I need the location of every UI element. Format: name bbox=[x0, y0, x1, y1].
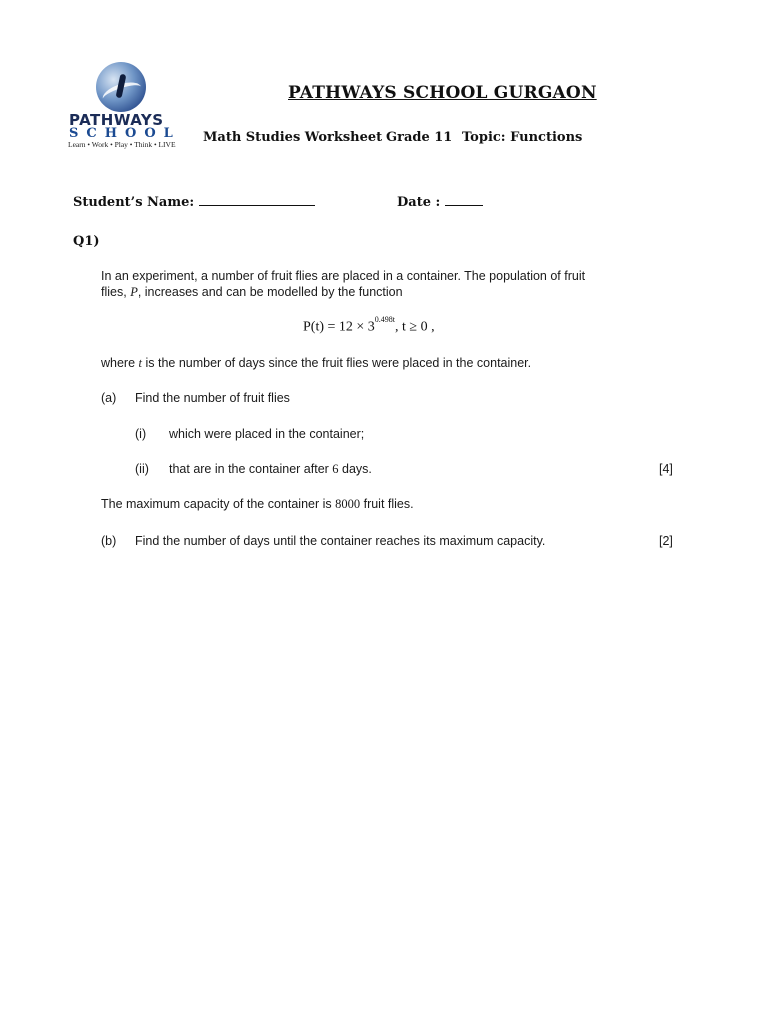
formula-lhs: P(t) = 12 × 3 bbox=[303, 319, 375, 335]
part-a-i-text: which were placed in the container; bbox=[169, 427, 365, 441]
part-b-label: (b) bbox=[101, 534, 117, 548]
school-logo bbox=[66, 62, 184, 150]
question-number: Q1) bbox=[73, 234, 100, 249]
school-title: PATHWAYS SCHOOL GURGAON bbox=[288, 83, 597, 103]
capacity-statement: The maximum capacity of the container is 8000 fruit flies. bbox=[101, 497, 414, 511]
logo-wordmark-school: SCHOOL bbox=[69, 126, 181, 141]
topic-label: Topic: bbox=[462, 130, 506, 145]
question-intro-line1: In an experiment, a number of fruit flies are placed in a container. The population of fruit bbox=[101, 269, 586, 283]
formula-exponent: 0.498t bbox=[374, 315, 396, 324]
variable-definition: where t is the number of days since the fruit flies were placed in the container. bbox=[101, 356, 532, 370]
part-a-text: Find the number of fruit flies bbox=[135, 391, 290, 405]
part-b-marks: [2] bbox=[659, 534, 673, 548]
variable-t: t bbox=[138, 356, 143, 370]
formula-rhs: , t ≥ 0 , bbox=[395, 319, 435, 335]
part-a-ii-label: (ii) bbox=[135, 462, 149, 476]
logo-emblem-icon bbox=[96, 62, 146, 112]
logo-tagline: Learn • Work • Play • Think • LIVE bbox=[68, 140, 176, 149]
population-formula bbox=[303, 315, 435, 336]
date-field[interactable] bbox=[397, 191, 483, 210]
question-intro-line2: flies, P, increases and can be modelled by the function bbox=[101, 285, 403, 299]
student-name-blank[interactable] bbox=[199, 191, 315, 206]
part-a-marks: [4] bbox=[659, 462, 673, 476]
grade-label: Grade 11 bbox=[386, 130, 453, 145]
topic-value: Functions bbox=[510, 130, 583, 145]
date-label: Date : bbox=[397, 195, 441, 210]
part-a-i-label: (i) bbox=[135, 427, 147, 441]
student-name-label: Student’s Name: bbox=[73, 195, 195, 210]
topic-heading bbox=[462, 130, 582, 145]
part-a-label: (a) bbox=[101, 391, 117, 405]
student-name-field[interactable] bbox=[73, 191, 315, 210]
variable-p: P bbox=[130, 285, 138, 299]
part-b-text: Find the number of days until the container reaches its maximum capacity. bbox=[135, 534, 546, 548]
part-a-ii-text: that are in the container after 6 days. bbox=[169, 462, 372, 476]
logo-wordmark-pathways: PATHWAYS bbox=[69, 111, 164, 129]
date-blank[interactable] bbox=[445, 191, 483, 206]
worksheet-label: Math Studies Worksheet bbox=[203, 130, 383, 145]
